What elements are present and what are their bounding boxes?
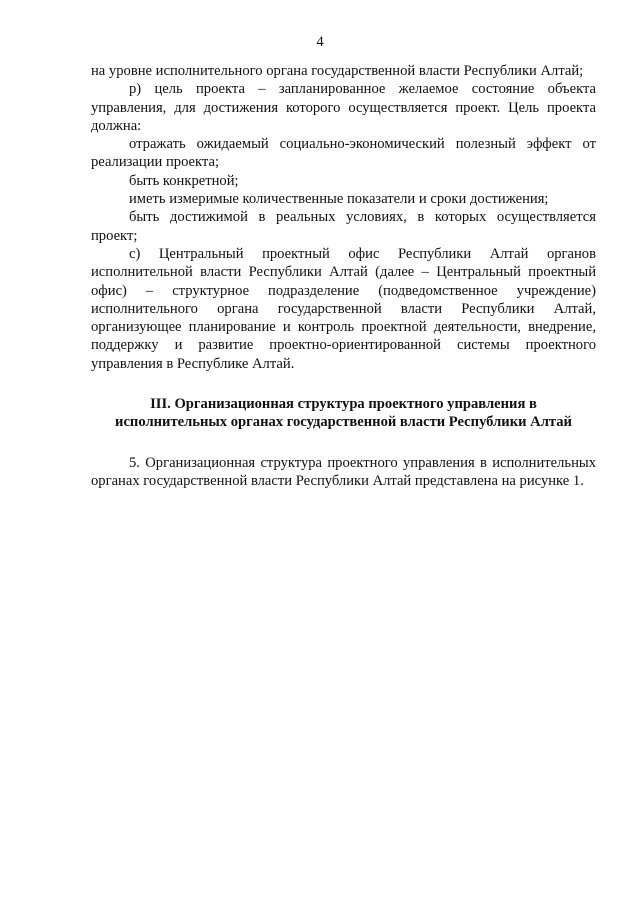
document-body [91, 62, 596, 490]
paragraph-item-5: 5. Организационная структура проектного управления в исполнительных органах государственной власти Республики Алтай представлена на рисунке 1. [91, 454, 596, 489]
paragraph-item-s: с) Центральный проектный офис Республики Алтай органов исполнительной власти Республики Алтай (далее – Центральный проектный офис) – структурное подразделение (подведомственное учреждение) исполнительного органа государственной власти Республики Алтай, организующее планирование и контроль проектной деятельности, внедрение, поддержку и развитие проектно-ориентированной системы проектного управления в Республике Алтай. [91, 245, 596, 372]
section-heading [91, 395, 596, 432]
paragraph-goal-achievable: быть достижимой в реальных условиях, в которых осуществляется проект; [91, 209, 596, 244]
paragraph-goal-specific: быть конкретной; [129, 172, 239, 189]
section-heading-line-1: III. Организационная структура проектного управления в [150, 396, 537, 413]
section-heading-line-2: исполнительных органах государственной власти Республики Алтай [115, 414, 572, 431]
paragraph-continuation: на уровне исполнительного органа государственной власти Республики Алтай; [91, 63, 584, 79]
paragraph-item-r: р) цель проекта – запланированное желаемое состояние объекта управления, для достижения которого осуществляется проект. Цель проекта должна: [91, 81, 596, 134]
page-number: 4 [316, 34, 324, 50]
paragraph-goal-measurable: иметь измеримые количественные показатели и сроки достижения; [129, 191, 549, 208]
paragraph-goal-effect: отражать ожидаемый социально-экономический полезный эффект от реализации проекта; [91, 136, 596, 171]
